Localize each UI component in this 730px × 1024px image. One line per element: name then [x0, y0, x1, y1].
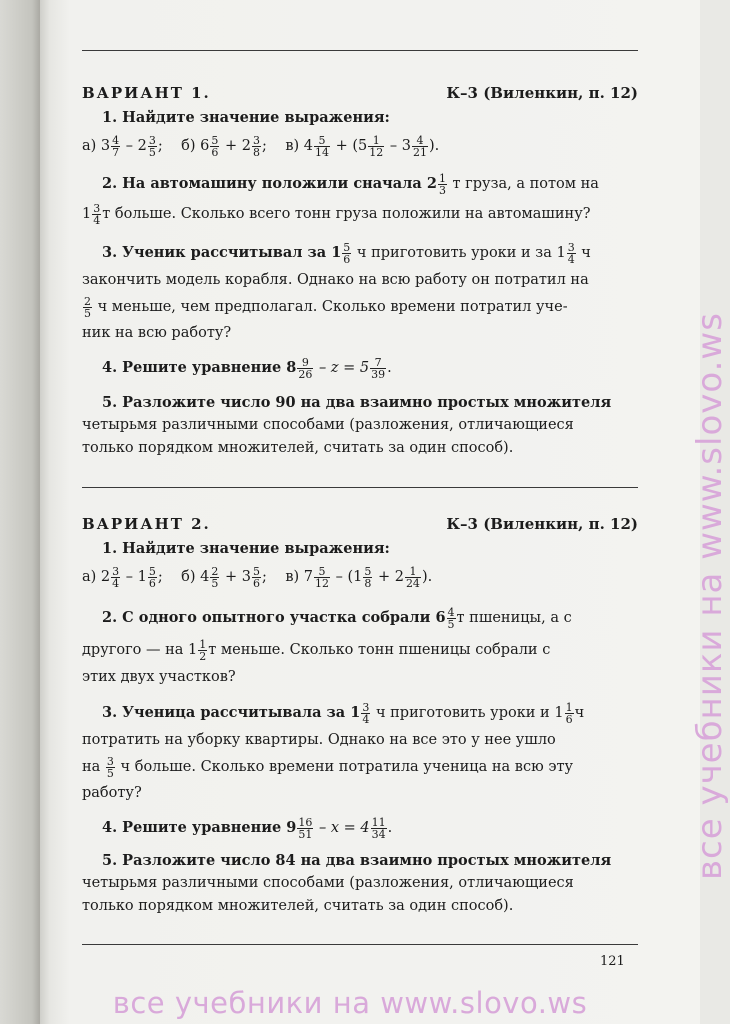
top-rule	[82, 50, 638, 51]
variant-2-header	[82, 513, 638, 537]
v1-task2-line2: 1 $\frac{3}{4}$ т больше. Сколько всего тонн груза положили на автомашину?	[82, 201, 591, 227]
v2-task2-line2: другого — на 1 $\frac{1}{2}$ т меньше. Сколько тонн пшеницы собрали с	[82, 637, 551, 663]
v1-task3-line2: закончить модель корабля. Однако на всю работу он потратил на	[82, 272, 589, 288]
variant-1	[82, 82, 638, 460]
v1-task3-line1: 3. Ученик рассчитывал за 1 $\frac{5}{6}$ ч приготовить уроки и за 1 $\frac{3}{4}$ ч	[102, 240, 591, 266]
v2-task2-line3: этих двух участков?	[82, 669, 236, 685]
v2-task5-line2: четырьмя различными способами (разложения, отличающиеся	[82, 875, 574, 891]
v2-task5-line1: 5. Разложите число 84 на два взаимно простых множителя	[102, 852, 612, 869]
variant-1-title: ВАРИАНТ 1.	[82, 84, 211, 102]
variant-1-header	[82, 82, 638, 106]
book-spine	[0, 0, 40, 1024]
vertical-watermark: все учебники на www.slovo.ws	[690, 312, 730, 880]
v2-task5-line3: только порядком множителей, считать за один способ).	[82, 898, 514, 914]
v1-task4: 4. Решите уравнение 8 $\frac{9}{26}$ – z = 5 $\frac{7}{39}$ .	[102, 355, 392, 381]
v1-task5-line2: четырьмя различными способами (разложения, отличающиеся	[82, 417, 574, 433]
variant-1-reference: К–3 (Виленкин, п. 12)	[446, 84, 638, 102]
variant-2-title: ВАРИАНТ 2.	[82, 515, 211, 533]
v1-task5-line1: 5. Разложите число 90 на два взаимно простых множителя	[102, 394, 612, 411]
v1-task3-line3: $\frac{2}{5}$ ч меньше, чем предполагал. Сколько времени потратил уче-	[84, 294, 568, 320]
variant-2	[82, 513, 638, 918]
v1-task3-line4: ник на всю работу?	[82, 325, 232, 341]
v2-task1-title: 1. Найдите значение выражения:	[102, 540, 390, 557]
middle-rule	[82, 487, 638, 488]
v2-task2-line1: 2. С одного опытного участка собрали 6 $\frac{4}{5}$ т пшеницы, а с	[102, 605, 572, 631]
v1-task1-title: 1. Найдите значение выражения:	[102, 109, 390, 126]
v1-task5-line3: только порядком множителей, считать за один способ).	[82, 440, 514, 456]
page-number: 121	[600, 954, 625, 969]
v2-task4: 4. Решите уравнение 9 $\frac{16}{51}$ – x = 4 $\frac{11}{34}$ .	[102, 815, 393, 841]
v1-task1-items: а) 3 $\frac{4}{7}$ – 2 $\frac{3}{5}$ ; б) 6 $\frac{5}{6}$ + 2 $\frac{3}{8}$ ; в) 4 $\frac{5}{14}$ + (5 $\frac{1}{12}$ – 3 $\frac{4}{21}$ ).	[82, 133, 440, 159]
bottom-watermark: все учебники на www.slovo.ws	[112, 986, 588, 1020]
variant-2-reference: К–3 (Виленкин, п. 12)	[446, 515, 638, 533]
v2-task1-items: а) 2 $\frac{3}{4}$ – 1 $\frac{5}{6}$ ; б) 4 $\frac{2}{5}$ + 3 $\frac{5}{6}$ ; в) 7 $\frac{5}{12}$ – (1 $\frac{5}{8}$ + 2 $\frac{1}{24}$ ).	[82, 564, 433, 590]
v2-task3-line2: потратить на уборку квартиры. Однако на все это у нее ушло	[82, 732, 556, 748]
v2-task3-line1: 3. Ученица рассчитывала за 1 $\frac{3}{4}$ ч приготовить уроки и 1 $\frac{1}{6}$ ч	[102, 700, 585, 726]
v2-task3-line4: работу?	[82, 785, 142, 801]
v2-task3-line3: на $\frac{3}{5}$ ч больше. Сколько времени потратила ученица на всю эту	[82, 754, 573, 780]
v1-task2-line1: 2. На автомашину положили сначала 2 $\frac{1}{3}$ т груза, а потом на	[102, 171, 599, 197]
bottom-rule	[82, 944, 638, 945]
